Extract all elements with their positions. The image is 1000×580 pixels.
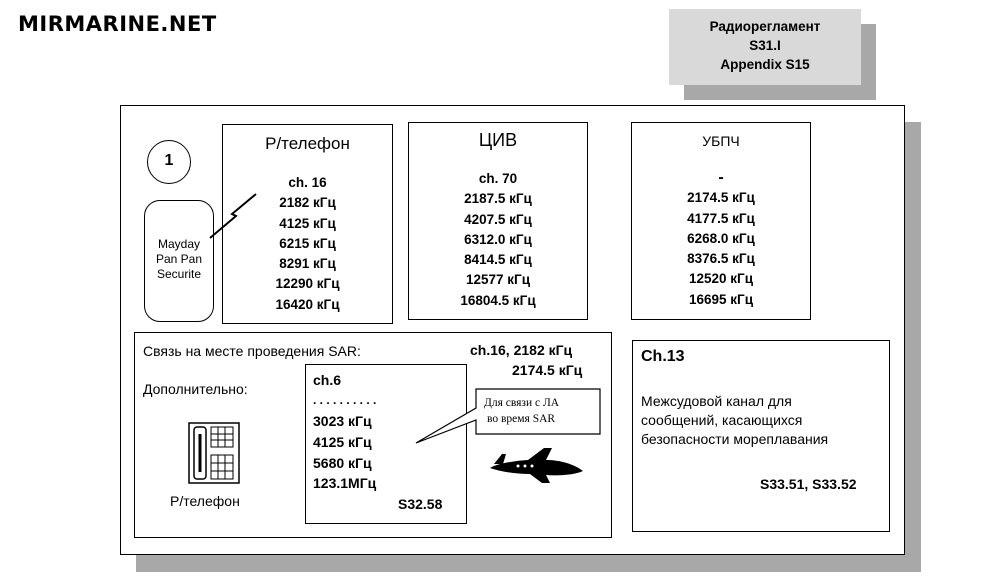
sar-frequency-line-2: 2174.5 кГц [512,362,583,378]
frequency-item: 16804.5 кГц [460,292,536,308]
ch13-description-line-3: безопасности мореплавания [641,431,829,447]
inner-frequency-item: 3023 кГц [313,413,372,429]
frequency-item: 12520 кГц [689,271,753,287]
frequency-item: 8414.5 кГц [464,252,532,268]
dotted-separator: . . . . . . . . . . [313,393,377,407]
telephone-label: Р/телефон [170,493,240,509]
column-title-dsc: ЦИВ [478,130,518,150]
sar-frequency-line-1: ch.16, 2182 кГц [470,342,573,358]
section-number-marker: 1 [147,140,191,184]
frequency-item: 16695 кГц [689,291,753,307]
inner-frequency-item: 123.1МГц [313,475,377,491]
ch13-description-line-2: сообщений, касающихся [641,412,803,428]
frequency-item: 2174.5 кГц [687,190,755,206]
frequency-item: 2182 кГц [279,195,336,211]
channel-label: - [718,169,724,186]
site-logo: MIRMARINE.NET [18,12,217,36]
frequency-item: 12290 кГц [275,276,340,292]
reference-line-2: S31.I [749,38,781,53]
frequency-item: 4177.5 кГц [687,210,755,226]
sar-label: Связь на месте проведения SAR: [143,343,361,359]
frequency-item: 6215 кГц [279,235,336,251]
channel-label: ch. 16 [288,175,327,190]
additional-label: Дополнительно: [143,381,248,397]
frequency-item: 2187.5 кГц [464,191,532,207]
inner-frequency-item: 4125 кГц [313,434,372,450]
airplane-icon [488,442,586,486]
frequency-item: 4125 кГц [279,215,336,231]
frequency-item: 6268.0 кГц [687,230,755,246]
column-title-radiotelephone: Р/телефон [265,134,350,153]
frequency-item: 16420 кГц [275,296,340,312]
ch13-description-line-1: Межсудовой канал для [641,393,792,409]
distress-signal-securite: Securite [156,267,202,281]
reference-line-1: Радиорегламент [709,19,821,34]
ch13-title: Ch.13 [641,348,685,365]
distress-signal-mayday: Mayday [157,237,201,251]
ch13-reference: S33.51, S33.52 [760,476,857,492]
distress-signal-panpan: Pan Pan [155,252,203,266]
callout-line-2: во время SAR [487,413,556,425]
frequency-item: 4207.5 кГц [464,211,532,227]
channel-label: ch. 70 [478,171,518,186]
column-title-nbdp: УБПЧ [702,133,740,149]
inner-reference: S32.58 [398,496,443,512]
frequency-item: 8291 кГц [279,256,336,272]
frequency-item: 8376.5 кГц [687,251,755,267]
inner-frequency-item: 5680 кГц [313,455,372,471]
reference-line-3: Appendix S15 [720,57,810,72]
callout-line-1: Для связи с ЛА [484,397,560,409]
frequency-item: 6312.0 кГц [464,231,532,247]
frequency-item: 12577 кГц [466,272,530,288]
inner-channel-label: ch.6 [313,372,342,388]
